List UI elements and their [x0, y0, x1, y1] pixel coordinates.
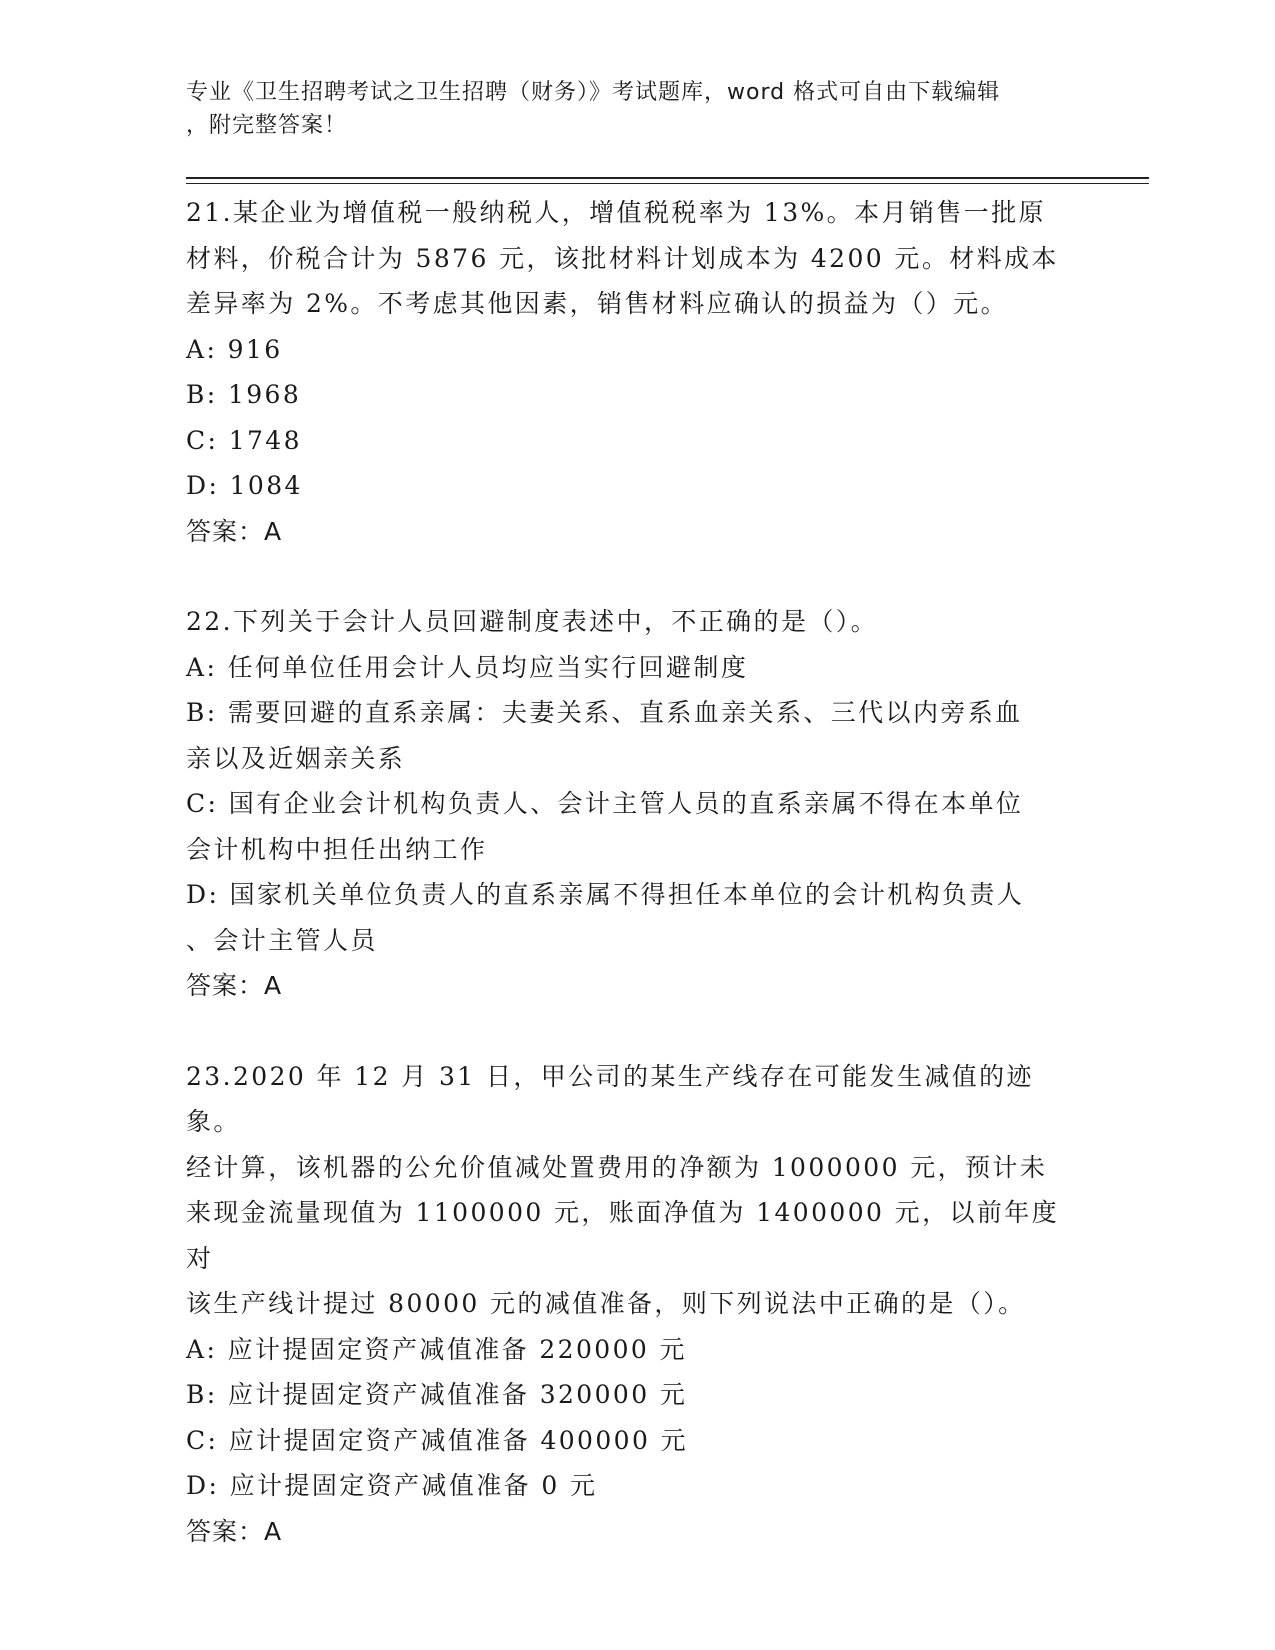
question-text-line: 材料，价税合计为 5876 元，该批材料计划成本为 4200 元。材料成本: [186, 243, 1059, 273]
header-divider-thick: [186, 177, 1149, 179]
question-text-line: 22.下列关于会计人员回避制度表述中，不正确的是（）。: [186, 607, 879, 636]
option-c: C: 应计提固定资产减值准备 400000 元: [186, 1425, 689, 1455]
option-c-continued: 会计机构中担任出纳工作: [186, 834, 488, 864]
answer-line: 答案：A: [186, 1516, 283, 1546]
option-d: D: 1084: [186, 471, 303, 500]
question-22: [186, 599, 1086, 1009]
question-23: [186, 1054, 1086, 1555]
question-list: [186, 190, 1086, 1554]
header-line-2: ，附完整答案！: [186, 113, 348, 138]
option-d-continued: 、会计主管人员: [186, 925, 378, 955]
question-spacer: [186, 554, 1086, 599]
question-text-line: 来现金流量现值为 1100000 元，账面净值为 1400000 元，以前年度对: [186, 1198, 1060, 1273]
answer-line: 答案：A: [186, 971, 283, 1000]
option-d: D: 国家机关单位负责人的直系亲属不得担任本单位的会计机构负责人: [186, 880, 1025, 909]
question-21: [186, 190, 1086, 554]
option-a: A: 916: [186, 334, 283, 364]
document-header: [186, 76, 1066, 142]
header-line-1: 专业《卫生招聘考试之卫生招聘（财务）》考试题库，word 格式可自由下载编辑: [186, 80, 1001, 105]
option-b: B: 1968: [186, 380, 302, 409]
option-b: B: 应计提固定资产减值准备 320000 元: [186, 1380, 688, 1409]
header-divider-thin: [186, 183, 1149, 184]
question-spacer: [186, 1009, 1086, 1054]
question-text-line: 23.2020 年 12 月 31 日，甲公司的某生产线存在可能发生减值的迹象。: [186, 1061, 1034, 1136]
option-c: C: 国有企业会计机构负责人、会计主管人员的直系亲属不得在本单位: [186, 789, 1024, 818]
answer-line: 答案：A: [186, 516, 283, 546]
question-text-line: 该生产线计提过 80000 元的减值准备，则下列说法中正确的是（）。: [186, 1289, 1026, 1318]
question-text-line: 经计算，该机器的公允价值减处置费用的净额为 1000000 元，预计未: [186, 1152, 1048, 1182]
option-c: C: 1748: [186, 425, 302, 455]
option-d: D: 应计提固定资产减值准备 0 元: [186, 1471, 598, 1500]
option-a: A: 应计提固定资产减值准备 220000 元: [186, 1334, 687, 1364]
option-b: B: 需要回避的直系亲属：夫妻关系、直系血亲关系、三代以内旁系血: [186, 698, 1023, 727]
question-text-line: 21.某企业为增值税一般纳税人，增值税税率为 13%。本月销售一批原: [186, 198, 1046, 227]
option-a: A: 任何单位任用会计人员均应当实行回避制度: [186, 652, 749, 682]
question-text-line: 差异率为 2%。不考虑其他因素，销售材料应确认的损益为（）元。: [186, 289, 1009, 318]
option-b-continued: 亲以及近姻亲关系: [186, 743, 406, 773]
